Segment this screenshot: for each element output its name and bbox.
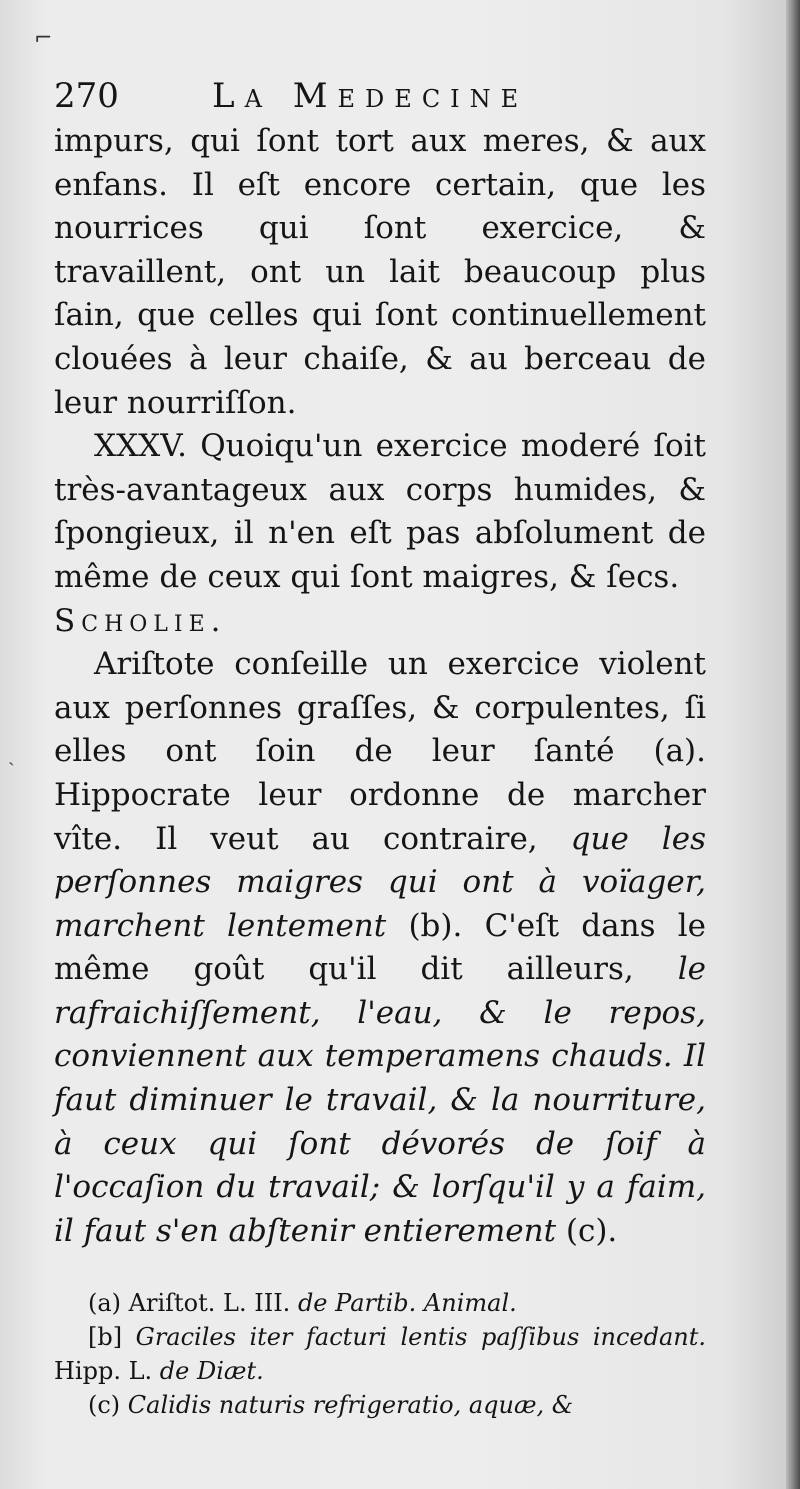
body-text bbox=[54, 120, 706, 1253]
footnote-b bbox=[54, 1320, 706, 1388]
footnote-b-title: de Diæt. bbox=[159, 1357, 264, 1385]
footnote-a-mark: (a) bbox=[88, 1289, 129, 1317]
scholie-text-2: (b). C'eſt dans le même goût qu'il dit ailleurs, bbox=[54, 907, 706, 988]
scholie-quote-1: que les perſonnes maigres qui ont à voïager, marchent lentement bbox=[54, 820, 706, 944]
scholie-heading: Scholie. bbox=[54, 602, 227, 639]
running-title: La Medecine bbox=[212, 76, 529, 116]
scholie-text-1: Ariſtote conſeille un exercice violent aux perſonnes graſſes, & corpulentes, ſi elles ont ſoin de leur ſanté (a). Hippocrate leur ordonne de marcher vîte. Il veut au contraire, bbox=[54, 646, 706, 857]
page-number: 270 bbox=[54, 76, 119, 116]
footnotes bbox=[54, 1286, 706, 1422]
scholie-quote-2: le rafraichiſſement, l'eau, & le repos, conviennent aux temperamens chauds. Il faut diminuer le travail, & la nourriture, à ceux qui ſont dévorés de ſoif à l'occaſion du travail; & lorſqu'il y a faim, il faut s'en abſtenir entierement bbox=[54, 951, 706, 1249]
footnote-c bbox=[54, 1388, 706, 1422]
footnote-a-source: Ariſtot. L. III. bbox=[128, 1289, 298, 1317]
corner-ink-mark: ⌐ bbox=[34, 26, 53, 51]
running-head bbox=[54, 74, 754, 118]
footnote-c-quote: Calidis naturis refrigeratio, aquæ, & bbox=[127, 1391, 574, 1419]
footnote-c-mark: (c) bbox=[88, 1391, 128, 1419]
footnote-b-source: Hipp. L. bbox=[54, 1357, 160, 1385]
footnote-b-quote: Graciles iter facturi lentis paſſibus incedant. bbox=[135, 1323, 706, 1351]
footnote-a bbox=[54, 1286, 706, 1320]
margin-tick-mark: ˏ bbox=[8, 742, 15, 766]
footnote-b-mark: [b] bbox=[88, 1323, 136, 1351]
page-edge-shadow bbox=[786, 0, 800, 1489]
scholie-text-3: (c). bbox=[556, 1212, 618, 1249]
footnote-a-title: de Partib. Animal. bbox=[297, 1289, 517, 1317]
paragraph-continuation: impurs, qui ſont tort aux meres, & aux enfans. Il eſt encore certain, que les nourrices qui ſont exercice, & travaillent, ont un lait beaucoup plus ſain, que celles qui ſont continuellement clouées à leur chaiſe, & au berceau de leur nourriſſon. bbox=[54, 123, 706, 421]
scholie-paragraph bbox=[54, 643, 706, 1253]
paragraph-xxxv: XXXV. Quoiqu'un exercice moderé ſoit très-avantageux aux corps humides, & ſpongieux, il n'en eſt pas abſolument de même de ceux qui ſont maigres, & ſecs. bbox=[54, 428, 706, 595]
